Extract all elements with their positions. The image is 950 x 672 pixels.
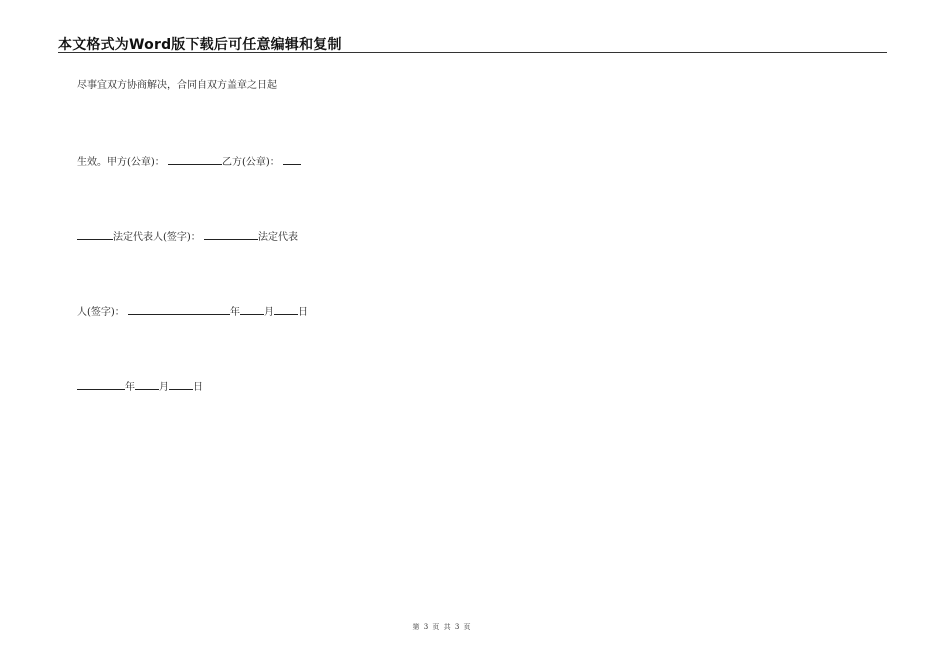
body-line-5 [77,379,203,395]
body-line-4 [77,304,308,320]
body-line-3 [77,229,298,245]
body-text: 乙方(公章)： [222,157,280,168]
body-text: 法定代表 [258,232,298,243]
date-blank [274,304,298,315]
date-blank [135,379,159,390]
body-line-2 [77,154,301,170]
date-blank [77,379,125,390]
date-day-label: 日 [298,307,308,318]
signature-blank [77,229,113,240]
date-day-label: 日 [193,382,203,393]
date-year-label: 年 [230,307,240,318]
date-month-label: 月 [264,307,274,318]
body-text: 生效。甲方(公章)： [77,157,165,168]
header-divider [58,52,887,53]
signature-blank [283,154,301,165]
body-text: 尽事宜双方协商解决，合同自双方盖章之日起 [77,80,277,91]
body-text: 人(签字)： [77,307,125,318]
date-blank [169,379,193,390]
signature-blank [168,154,222,165]
date-year-label: 年 [125,382,135,393]
page-header-title: 本文格式为Word版下载后可任意编辑和复制 [58,37,342,53]
page-footer: 第 3 页 共 3 页 [412,623,472,631]
body-text: 法定代表人(签字)： [113,232,201,243]
signature-blank [128,304,230,315]
body-line-1 [77,79,277,93]
signature-blank [204,229,258,240]
date-month-label: 月 [159,382,169,393]
date-blank [240,304,264,315]
